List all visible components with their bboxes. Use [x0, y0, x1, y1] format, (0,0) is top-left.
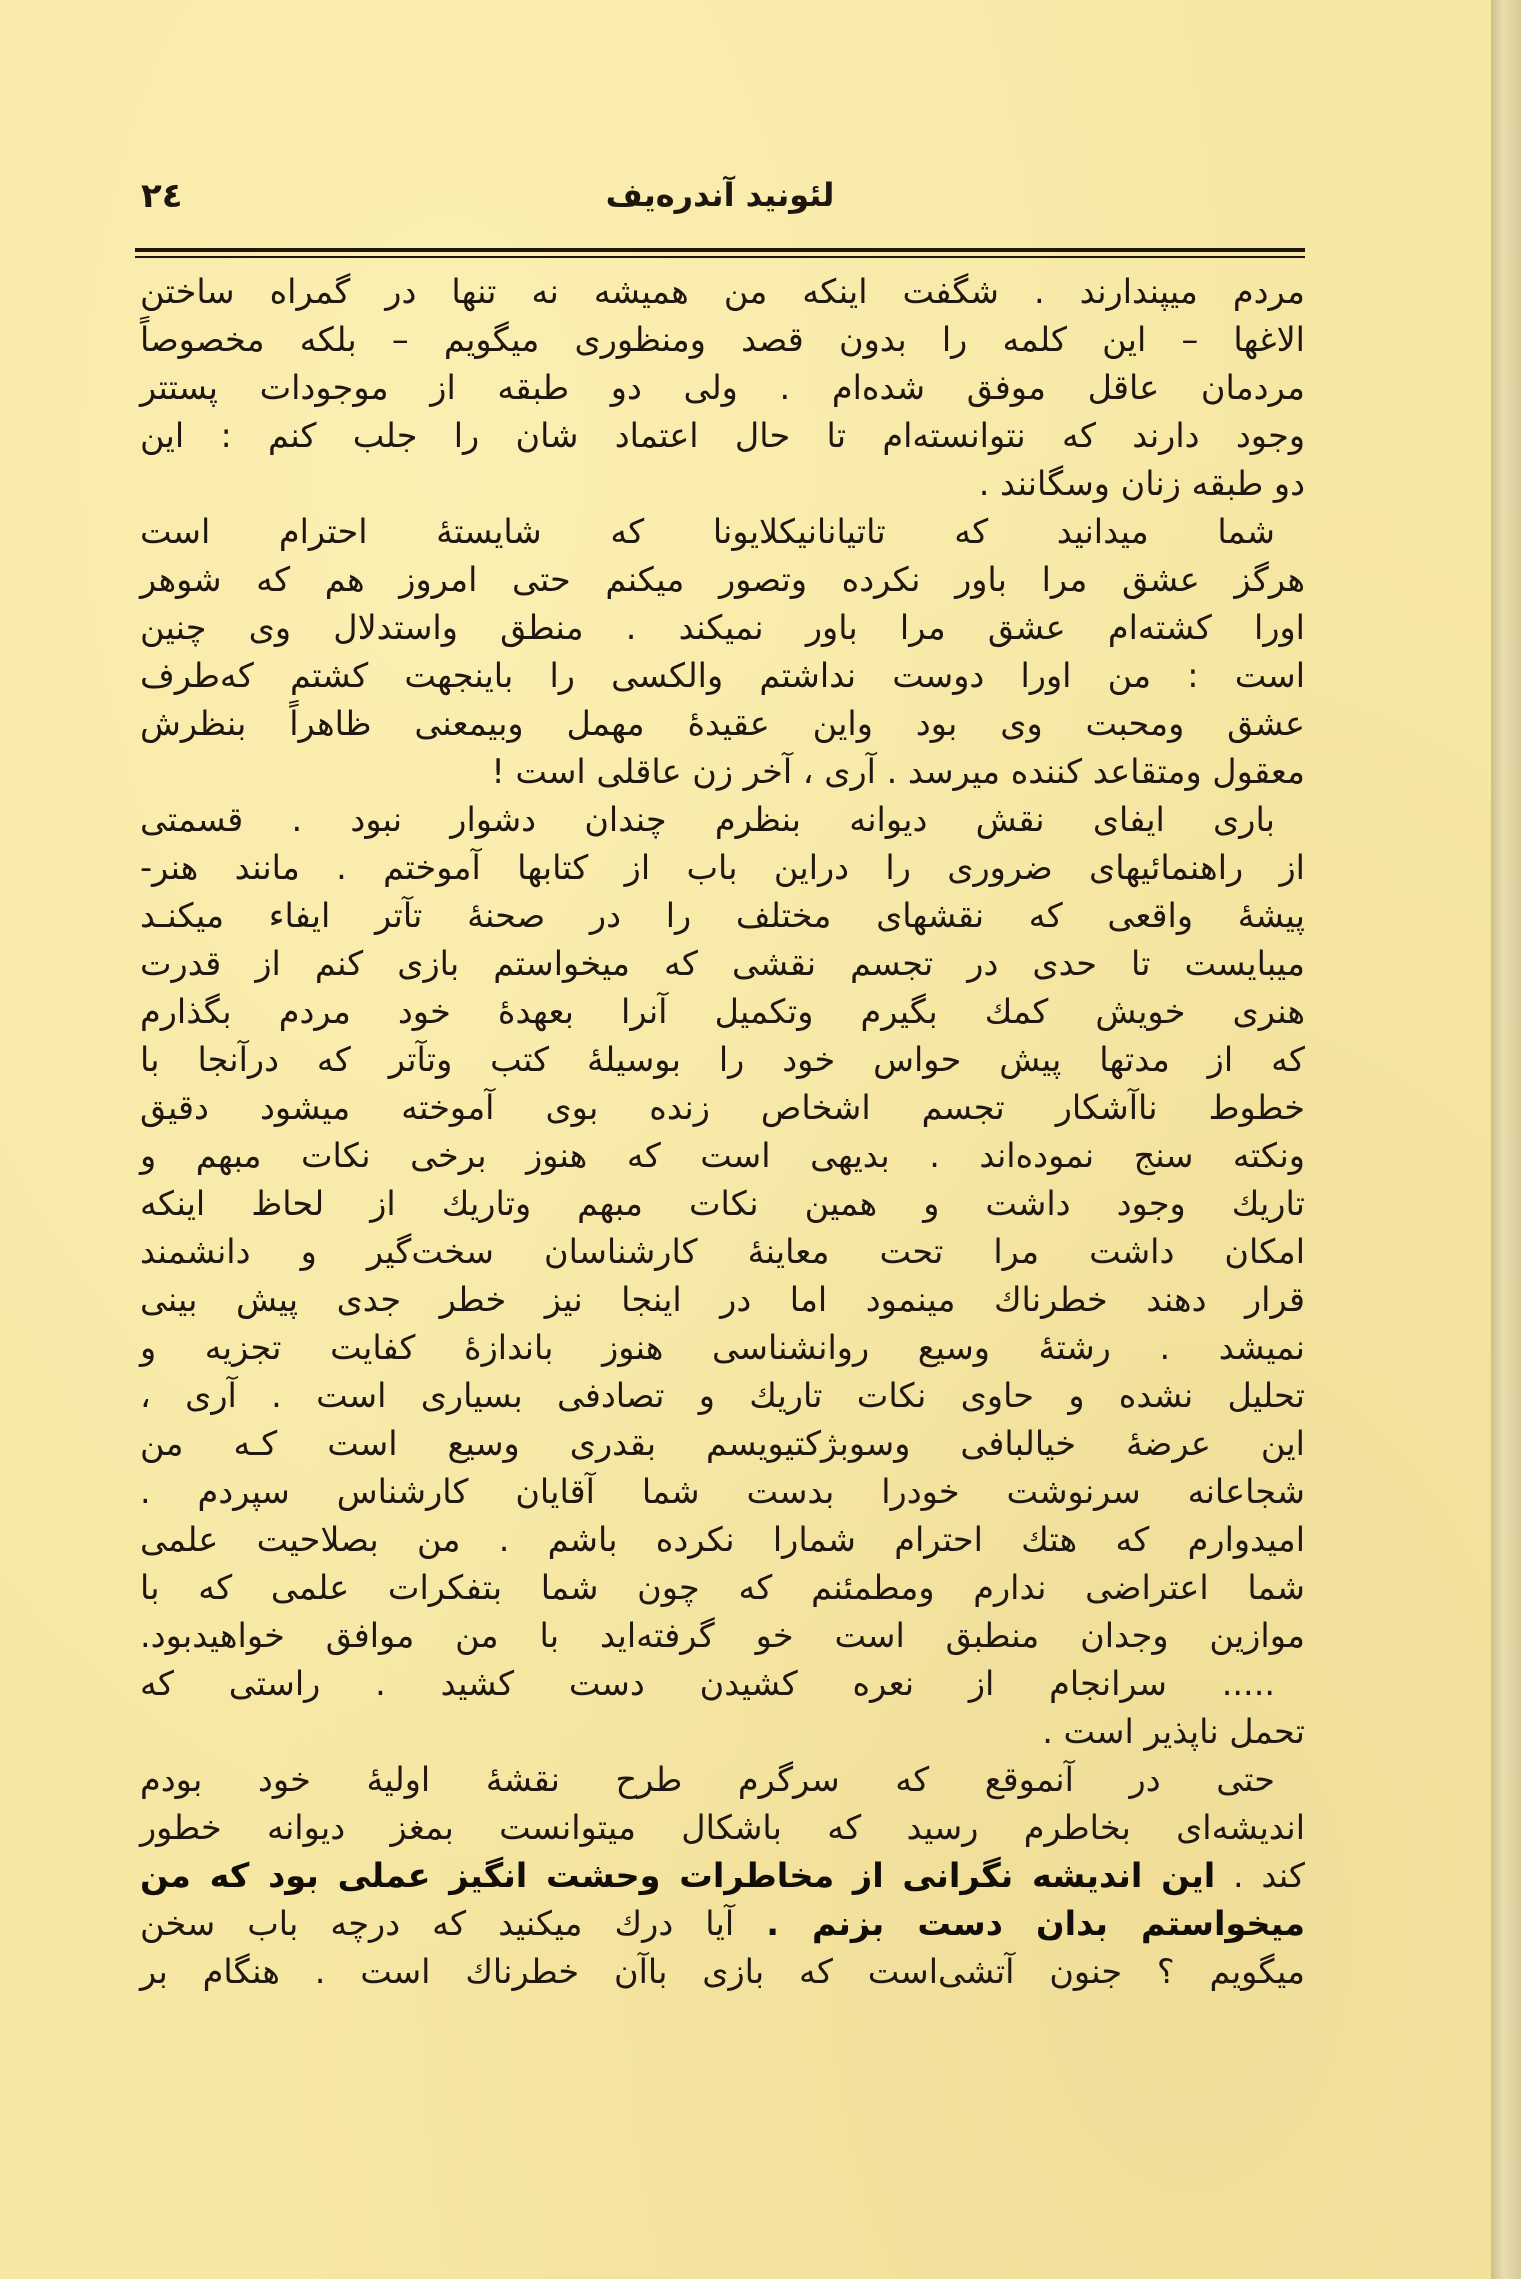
text-line: تحلیل نشده و حاوی نکات تاریك و تصادفی بسیاری است . آری ،: [140, 1376, 1305, 1415]
text-line: شما میدانید که تاتیانانیکلایونا که شایستهٔ احترام است: [140, 512, 1275, 551]
paragraph-3: [140, 796, 1305, 1756]
bold-emphasis: این اندیشه نگرانی از مخاطرات وحشت انگیز عملی بود که من: [140, 1856, 1216, 1895]
plain-text: کند .: [1233, 1856, 1305, 1895]
text-line: [140, 1900, 1305, 1948]
text-line: امیدوارم که هتك احترام شمارا نکرده باشم . من بصلاحیت علمی: [140, 1520, 1305, 1559]
text-line: اورا کشته‌ام عشق مرا باور نمیکند . منطق واستدلال وی چنین: [140, 608, 1305, 647]
text-line: شما اعتراضی ندارم ومطمئنم که چون شما بتفکرات علمی که با: [140, 1568, 1305, 1607]
text-line: از راهنمائیهای ضروری را دراین باب از کتابها آموختم . مانند هنر-: [140, 848, 1305, 887]
text-line: الاغها – این کلمه را بدون قصد ومنظوری میگویم – بلکه مخصوصاً: [140, 320, 1305, 359]
text-line: دو طبقه زنان وسگانند .: [978, 464, 1305, 503]
text-line: ..... سرانجام از نعره کشیدن دست کشید . راستی که: [140, 1664, 1275, 1703]
text-line: معقول ومتقاعد کننده میرسد . آری ، آخر زن عاقلی است !: [491, 752, 1305, 791]
text-line: تحمل ناپذیر است .: [1042, 1712, 1305, 1751]
text-line: نمیشد . رشتهٔ وسیع روانشناسی هنوز باندازهٔ کفایت تجزیه و: [140, 1328, 1305, 1367]
plain-text: آیا درك میکنید که درچه باب سخن: [140, 1904, 735, 1943]
text-line: میبایست تا حدی در تجسم نقشی که میخواستم بازی کنم از قدرت: [140, 944, 1305, 983]
text-line: امکان داشت مرا تحت معاینهٔ کارشناسان سخت‌گیر و دانشمند: [140, 1232, 1305, 1271]
text-line: ونکته سنج نموده‌اند . بدیهی است که هنوز برخی نکات مبهم و: [140, 1136, 1305, 1175]
running-title: لئونید آندره‌یف: [605, 176, 835, 214]
text-line: است : من اورا دوست نداشتم والکسی را باینجهت کشتم که‌طرف: [140, 656, 1305, 695]
page-header: [135, 170, 1305, 240]
paragraph-1: [140, 268, 1305, 508]
paragraph-2: [140, 508, 1305, 796]
text-line: موازین وجدان منطبق است خو گرفته‌اید با من موافق خواهیدبود.: [140, 1616, 1305, 1655]
text-line: باری ایفای نقش دیوانه بنظرم چندان دشوار نبود . قسمتی: [140, 800, 1275, 839]
text-line: این عرضهٔ خیالبافی وسوبژکتیویسم بقدری وسیع است کـه من: [140, 1424, 1305, 1463]
bold-emphasis: میخواستم بدان دست بزنم .: [766, 1904, 1305, 1943]
text-line: [140, 1852, 1305, 1900]
text-line: مردم میپندارند . شگفت اینکه من همیشه نه تنها در گمراه ساختن: [140, 272, 1305, 311]
text-line: پیشهٔ واقعی که نقشهای مختلف را در صحنهٔ تآتر ایفاء میکنـد: [140, 896, 1305, 935]
text-line: هرگز عشق مرا باور نکرده وتصور میکنم حتی امروز هم که شوهر: [140, 560, 1305, 599]
text-line: هنری خویش کمك بگیرم وتکمیل آنرا بعهدهٔ خود مردم بگذارم: [140, 992, 1305, 1031]
paragraph-4: [140, 1756, 1305, 1996]
text-line: اندیشه‌ای بخاطرم رسید که باشکال میتوانست بمغز دیوانه خطور: [140, 1808, 1305, 1847]
text-line: شجاعانه سرنوشت خودرا بدست شما آقایان کارشناس سپردم .: [140, 1472, 1305, 1511]
page-edge: [1491, 0, 1521, 2279]
text-line: مردمان عاقل موفق شده‌ام . ولی دو طبقه از موجودات پستتر: [140, 368, 1305, 407]
header-rule-thin: [135, 256, 1305, 258]
body-text: [140, 268, 1305, 1996]
text-line: قرار دهند خطرناك مینمود اما در اینجا نیز خطر جدی پیش بینی: [140, 1280, 1305, 1319]
text-line: عشق ومحبت وی بود واین عقیدهٔ مهمل وبیمعنی ظاهراً بنظرش: [140, 704, 1305, 743]
text-line: تاریك وجود داشت و همین نکات مبهم وتاریك از لحاظ اینکه: [140, 1184, 1305, 1223]
text-line: میگویم ؟ جنون آتشی‌است که بازی باآن خطرناك است . هنگام بر: [140, 1952, 1305, 1991]
page-number: ٢٤: [141, 176, 183, 216]
text-line: خطوط ناآشکار تجسم اشخاص زنده بوی آموخته میشود دقیق: [140, 1088, 1305, 1127]
header-rule-thick: [135, 248, 1305, 252]
text-line: وجود دارند که نتوانسته‌ام تا حال اعتماد شان را جلب کنم : این: [140, 416, 1305, 455]
text-line: حتی در آنموقع که سرگرم طرح نقشهٔ اولیهٔ خود بودم: [140, 1760, 1275, 1799]
text-line: که از مدتها پیش حواس خود را بوسیلهٔ کتب وتآتر که درآنجا با: [140, 1040, 1305, 1079]
